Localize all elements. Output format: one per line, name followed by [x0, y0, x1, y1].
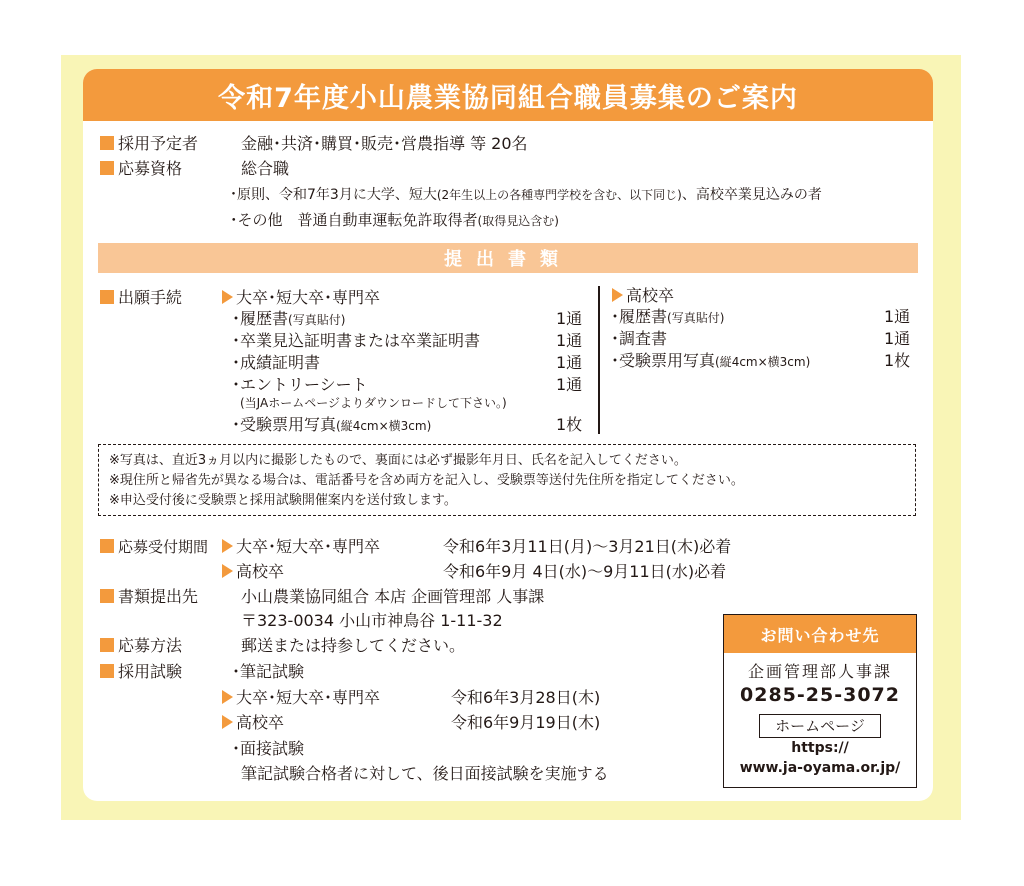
- period-hs: 高校卒: [222, 562, 284, 582]
- triangle-bullet-icon: [222, 690, 233, 704]
- square-bullet-icon: [100, 589, 114, 603]
- period-univ: 大卒･短大卒･専門卒: [222, 537, 380, 557]
- method-value: 郵送または持参してください。: [241, 636, 466, 655]
- docs-label-row: [100, 288, 182, 308]
- dest-label: 書類提出先: [118, 587, 199, 606]
- contact-header: お問い合わせ先: [724, 615, 916, 653]
- square-bullet-icon: [100, 136, 114, 150]
- exam-hs: 高校卒: [222, 713, 284, 733]
- section-title: 提出書類: [98, 243, 918, 273]
- triangle-bullet-icon: [612, 288, 623, 302]
- period-label: 応募受付期間: [118, 538, 209, 556]
- note-line: ※写真は、直近3ヵ月以内に撮影したもので、裏面には必ず撮影年月日、氏名を記入してください。: [109, 453, 687, 468]
- sonota-line: [230, 210, 559, 231]
- entry-note: (当JAホームページよりダウンロードして下さい｡): [240, 396, 507, 410]
- exam-hs-date: 令和6年9月19日(木): [451, 713, 601, 732]
- exam-label: 採用試験: [118, 662, 183, 681]
- hs-doc-qty: 1通: [884, 307, 911, 326]
- saiyou-label: 採用予定者: [118, 134, 199, 153]
- exam-interview-text: 筆記試験合格者に対して、後日面接試験を実施する: [241, 764, 609, 783]
- shikaku-value: 総合職: [241, 159, 290, 178]
- univ-doc-qty: 1通: [556, 353, 583, 372]
- saiyou-value: 金融･共済･購買･販売･営農指導 等 20名: [241, 134, 528, 153]
- square-bullet-icon: [100, 161, 114, 175]
- gensoku-line: [230, 185, 822, 205]
- sonota-text: ･その他 普通自動車運転免許取得者: [230, 211, 478, 229]
- page-title: 令和7年度小山農業協同組合職員募集のご案内: [83, 69, 933, 121]
- note-line: ※現住所と帰省先が異なる場合は、電話番号を含め両方を記入し、受験票等送付先住所を指定してください。: [109, 473, 744, 488]
- univ-doc-qty: 1通: [556, 309, 583, 328]
- notes-box: [98, 444, 916, 516]
- sonota-small: (取得見込含む): [477, 214, 559, 228]
- univ-doc-name: ･受験票用写真(縦4cm×横3cm): [232, 415, 432, 434]
- exam-univ-date: 令和6年3月28日(木): [451, 688, 601, 707]
- univ-doc-name: ･卒業見込証明書または卒業証明書: [232, 331, 481, 350]
- univ-doc-qty: 1通: [556, 375, 583, 394]
- exam-row: [100, 662, 182, 682]
- exam-written: ･筆記試験: [232, 662, 305, 681]
- univ-doc-name: ･履歴書(写真貼付): [232, 309, 346, 328]
- triangle-bullet-icon: [222, 564, 233, 578]
- square-bullet-icon: [100, 539, 114, 553]
- hs-doc-name: ･調査書: [611, 329, 668, 348]
- note-line: ※申込受付後に受験票と採用試験開催案内を送付致します。: [109, 493, 457, 508]
- contact-phone[interactable]: 0285-25-3072: [740, 684, 900, 706]
- homepage-label: ホームページ: [759, 714, 881, 738]
- exam-interview: ･面接試験: [232, 739, 305, 758]
- hs-doc-name: ･受験票用写真(縦4cm×横3cm): [611, 351, 811, 370]
- hs-doc-qty: 1通: [884, 329, 911, 348]
- contact-box: [723, 614, 917, 788]
- method-label: 応募方法: [118, 636, 183, 655]
- hs-doc-name: ･履歴書(写真貼付): [611, 307, 725, 326]
- univ-doc-name: ･エントリーシート: [232, 375, 368, 394]
- hs-head: 高校卒: [626, 286, 675, 305]
- contact-dept: 企画管理部人事課: [747, 662, 892, 681]
- period-hs-date: 令和6年9月 4日(水)～9月11日(水)必着: [443, 562, 727, 581]
- hs-doc-qty: 1枚: [884, 351, 911, 370]
- gensoku-text: ･原則、令和7年3月に大学、短大: [230, 187, 437, 203]
- saiyou-row: [100, 134, 198, 154]
- period-row: [100, 537, 208, 557]
- homepage-url-1[interactable]: https://: [791, 740, 849, 756]
- method-row: [100, 636, 182, 656]
- period-univ-date: 令和6年3月11日(月)～3月21日(木)必着: [443, 537, 732, 556]
- hs-head-row: [612, 286, 674, 306]
- shikaku-row: [100, 159, 182, 179]
- square-bullet-icon: [100, 638, 114, 652]
- exam-univ: 大卒･短大卒･専門卒: [222, 688, 380, 708]
- square-bullet-icon: [100, 290, 114, 304]
- dest-row: [100, 587, 198, 607]
- square-bullet-icon: [100, 664, 114, 678]
- triangle-bullet-icon: [222, 290, 233, 304]
- univ-doc-qty: 1枚: [556, 415, 583, 434]
- univ-head-row: [222, 288, 380, 308]
- dest-line-2: 〒323-0034 小山市神鳥谷 1-11-32: [241, 611, 503, 630]
- docs-label: 出願手続: [118, 288, 183, 307]
- univ-doc-name: ･成績証明書: [232, 353, 321, 372]
- univ-doc-qty: 1通: [556, 331, 583, 350]
- gensoku-small: (2年生以上の各種専門学校を含む、以下同じ): [436, 188, 682, 202]
- column-divider: [598, 286, 600, 434]
- homepage-url-2[interactable]: www.ja-oyama.or.jp/: [739, 760, 901, 776]
- dest-line-1: 小山農業協同組合 本店 企画管理部 人事課: [241, 587, 545, 606]
- univ-head: 大卒･短大卒･専門卒: [236, 288, 381, 307]
- triangle-bullet-icon: [222, 715, 233, 729]
- shikaku-label: 応募資格: [118, 159, 183, 178]
- triangle-bullet-icon: [222, 539, 233, 553]
- gensoku-tail: 、高校卒業見込みの者: [681, 187, 822, 203]
